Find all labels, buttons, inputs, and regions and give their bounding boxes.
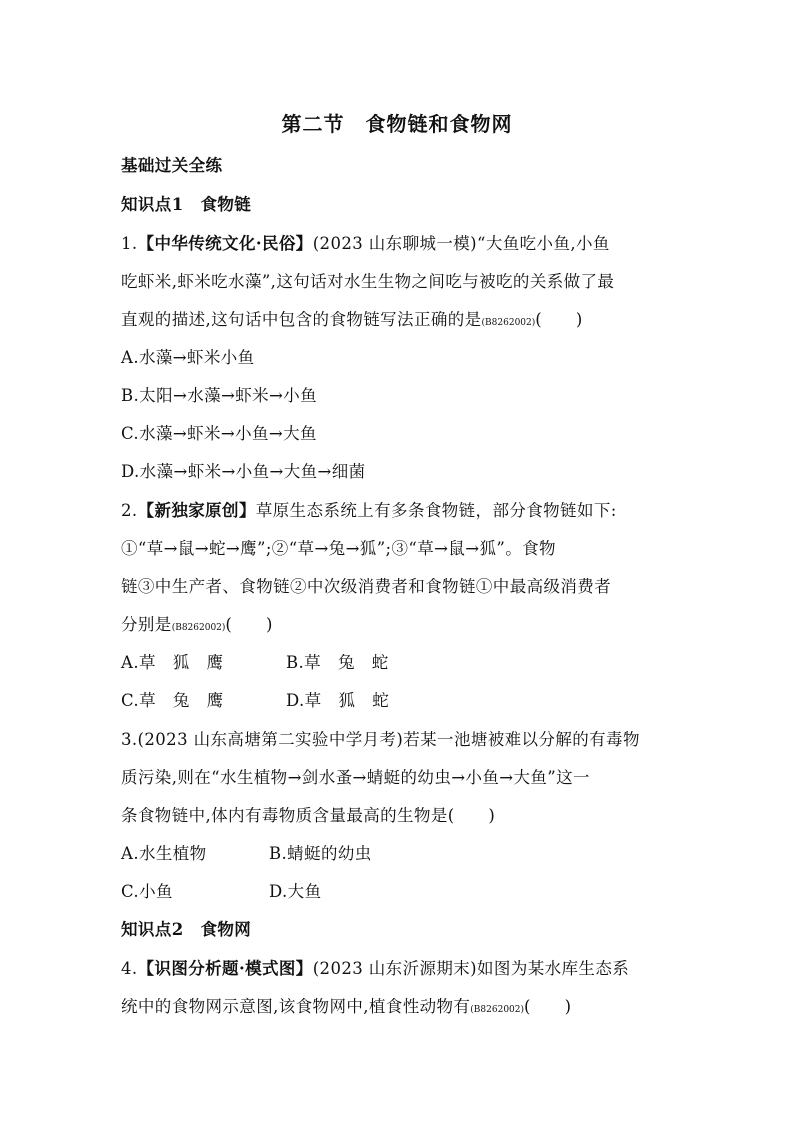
- question-1-blank: ( ): [535, 310, 583, 329]
- question-2-line-1: [121, 499, 617, 523]
- question-4-tag: 【识图分析题·模式图】: [137, 959, 313, 978]
- question-1-tag: 【中华传统文化·民俗】: [137, 234, 313, 253]
- section-heading: 基础过关全练: [121, 156, 223, 175]
- question-4-line-2: [121, 995, 572, 1022]
- question-1-option-a: A.水藻→虾米小鱼: [121, 348, 255, 367]
- question-4-line-1: [121, 957, 629, 981]
- question-1-line-2: 吃虾米,虾米吃水藻”,这句话对水生生物之间吃与被吃的关系做了最: [121, 272, 615, 291]
- knowledge-point-2: 知识点2 食物网: [121, 920, 252, 939]
- question-3-line-2: 质污染,则在“水生植物→剑水蚤→蜻蜓的幼虫→小鱼→大鱼”这一: [121, 768, 590, 787]
- question-2-option-a: A.草 狐 鹰: [121, 653, 224, 672]
- question-2-stem: 草原生态系统上有多条食物链，部分食物链如下:: [255, 501, 617, 520]
- question-4-code: (B8262002): [470, 1005, 525, 1015]
- question-3-line-1: 3.(2023 山东高塘第二实验中学月考)若某一池塘被难以分解的有毒物: [121, 730, 640, 749]
- question-1-option-c: C.水藻→虾米→小鱼→大鱼: [121, 424, 317, 443]
- page-title: 第二节 食物链和食物网: [281, 112, 513, 136]
- question-2-number: 2.: [121, 501, 138, 520]
- question-2-line-2: ①“草→鼠→蛇→鹰”;②“草→兔→狐”;③“草→鼠→狐”。食物: [121, 539, 556, 558]
- question-2-line-3: 链③中生产者、食物链②中次级消费者和食物链①中最高级消费者: [121, 577, 612, 596]
- question-2-stem-end: 分别是: [121, 615, 172, 634]
- question-1-source: (2023 山东聊城一模)“大鱼吃小鱼,小鱼: [312, 234, 610, 253]
- question-2-option-d: D.草 狐 蛇: [286, 691, 390, 710]
- question-2-line-4: [121, 613, 273, 640]
- question-1-option-d: D.水藻→虾米→小鱼→大鱼→细菌: [121, 462, 366, 481]
- question-2-code: (B8262002): [171, 623, 226, 633]
- question-1-number: 1.: [121, 234, 138, 253]
- question-3-option-b: B.蜻蜓的幼虫: [269, 844, 372, 863]
- question-3-option-c: C.小鱼: [121, 882, 173, 901]
- question-3-option-d: D.大鱼: [269, 882, 322, 901]
- question-2-option-c: C.草 兔 鹰: [121, 691, 224, 710]
- question-3-option-a: A.水生植物: [121, 844, 207, 863]
- question-3-line-3: 条食物链中,体内有毒物质含量最高的生物是( ): [121, 806, 496, 825]
- question-1-line-1: [121, 232, 610, 256]
- question-1-option-b: B.太阳→水藻→虾米→小鱼: [121, 386, 318, 405]
- question-2-blank: ( ): [225, 615, 273, 634]
- question-4-blank: ( ): [524, 997, 572, 1016]
- knowledge-point-1: 知识点1 食物链: [121, 195, 252, 214]
- question-4-number: 4.: [121, 959, 138, 978]
- question-1-line-3: [121, 308, 583, 335]
- question-2-option-b: B.草 兔 蛇: [286, 653, 389, 672]
- question-1-stem-end: 直观的描述,这句话中包含的食物链写法正确的是: [121, 310, 482, 329]
- question-2-tag: 【新独家原创】: [137, 501, 256, 520]
- question-4-stem-end: 统中的食物网示意图,该食物网中,植食性动物有: [121, 997, 471, 1016]
- question-1-code: (B8262002): [481, 318, 536, 328]
- question-4-source: (2023 山东沂源期末)如图为某水库生态系: [312, 959, 630, 978]
